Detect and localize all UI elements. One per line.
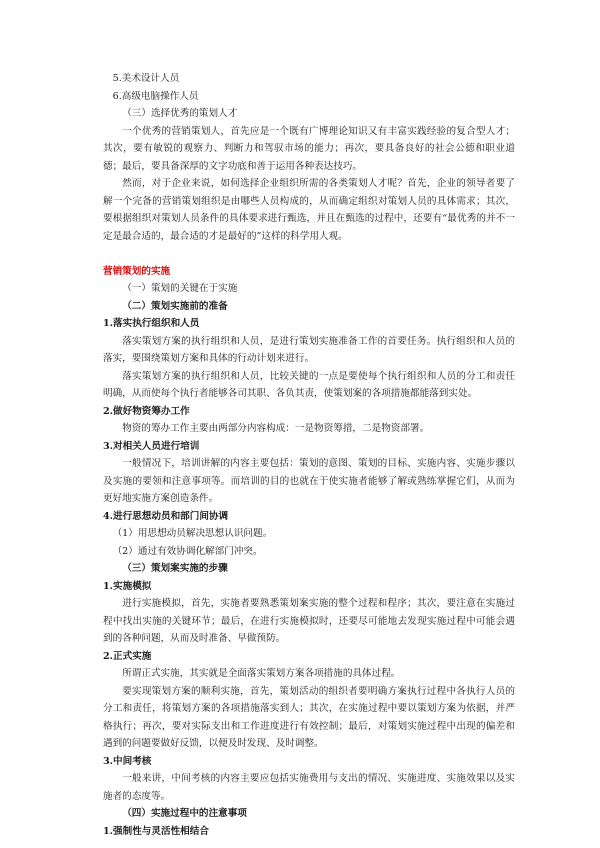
paragraph: 一个优秀的营销策划人，首先应是一个既有广博理论知识又有丰富实践经验的复合型人才；其次，要有敏锐的观察力、判断力和驾驭市场的能力；再次，要具备良好的社会公德和职业道德；最后，要具备深厚的文字功底和善于运用各种表达技巧。: [103, 125, 515, 172]
list-item: 6.高级电脑操作人员: [112, 90, 199, 102]
item-heading: 3.中间考核: [103, 755, 152, 767]
subsection-heading: （三）选择优秀的策划人才: [122, 108, 238, 119]
paragraph: 物资的筹办工作主要由两部分内容构成：一是物资筹措，二是物资部署。: [122, 423, 430, 434]
subsection-heading: （二）策划实施前的准备: [122, 300, 228, 312]
list-item: （1）用思想动员解决思想认识问题。: [112, 528, 273, 539]
document-body: [103, 70, 515, 840]
spacer: [103, 245, 515, 263]
paragraph: 所谓正式实施，其实就是全面落实策划方案各项措施的具体过程。: [122, 668, 401, 679]
item-heading: 3.对相关人员进行培训: [103, 440, 200, 452]
paragraph: 要实现策划方案的顺利实施，首先，策划活动的组织者要明确方案执行过程中各执行人员的分工和责任，将策划方案的各项措施落实到人；其次，在实施过程中要以策划方案为依据，并严格执行；再次，要对实际支出和工作进度进行有效控制；最后，对策划实施过程中出现的偏差和遇到的问题要做好反馈，以便及时发现、及时调整。: [103, 685, 515, 749]
item-heading: 1.实施模拟: [103, 580, 152, 592]
subsection-heading: （三）策划案实施的步骤: [122, 563, 228, 574]
paragraph: 落实策划方案的执行组织和人员，比较关键的一点是要使每个执行组织和人员的分工和责任明确，从而使每个执行者能够各司其职、各负其责，使策划案的各项措施都能落到实处。: [103, 370, 515, 399]
item-heading: 4.进行思想动员和部门间协调: [103, 510, 229, 522]
paragraph: 一般情况下，培训讲解的内容主要包括：策划的意图、策划的目标、实施内容、实施步骤以及实施的要领和注意事项等。而培训的目的也就在于使实施者能够了解或熟练掌握它们，从而为更好地实施方案创造条件。: [103, 458, 515, 504]
list-item: （2）通过有效协调化解部门冲突。: [112, 545, 263, 557]
item-heading: 1.强制性与灵活性相结合: [103, 825, 209, 837]
item-heading: 1.落实执行组织和人员: [103, 318, 200, 329]
item-heading: 2.正式实施: [103, 650, 152, 662]
paragraph: 进行实施模拟，首先，实施者要熟悉策划案实施的整个过程和程序；其次，要注意在实施过程中找出实施的关键环节；最后，在进行实施模拟时，还要尽可能地去发现实施过程中可能会遇到的各种问题，从而及时准备、早做预防。: [103, 598, 515, 644]
section-heading: 营销策划的实施: [103, 265, 171, 277]
paragraph: 落实策划方案的执行组织和人员，是进行策划实施准备工作的首要任务。执行组织和人员的落实，要围绕策划方案和具体的行动计划来进行。: [103, 335, 515, 364]
paragraph: 然而，对于企业来说，如何选择企业组织所需的各类策划人才呢？首先，企业的领导者要了解一个完备的营销策划组织是由哪些人员构成的，从而确定组织对策划人员的具体需求；其次，要根据组织对策划人员条件的具体要求进行甄选，并且在甄选的过程中，还要有“最优秀的并不一定是最合适的，最合适的才是最好的”这样的科学用人观。: [103, 178, 515, 242]
subsection-heading: （一）策划的关键在于实施: [122, 283, 238, 294]
item-heading: 2.做好物资筹办工作: [103, 405, 190, 417]
subsection-heading: （四）实施过程中的注意事项: [122, 808, 247, 819]
paragraph: 一般来讲，中间考核的内容主要应包括实施费用与支出的情况、实施进度、实施效果以及实施者的态度等。: [103, 773, 515, 802]
list-item: 5.美术设计人员: [112, 73, 180, 84]
